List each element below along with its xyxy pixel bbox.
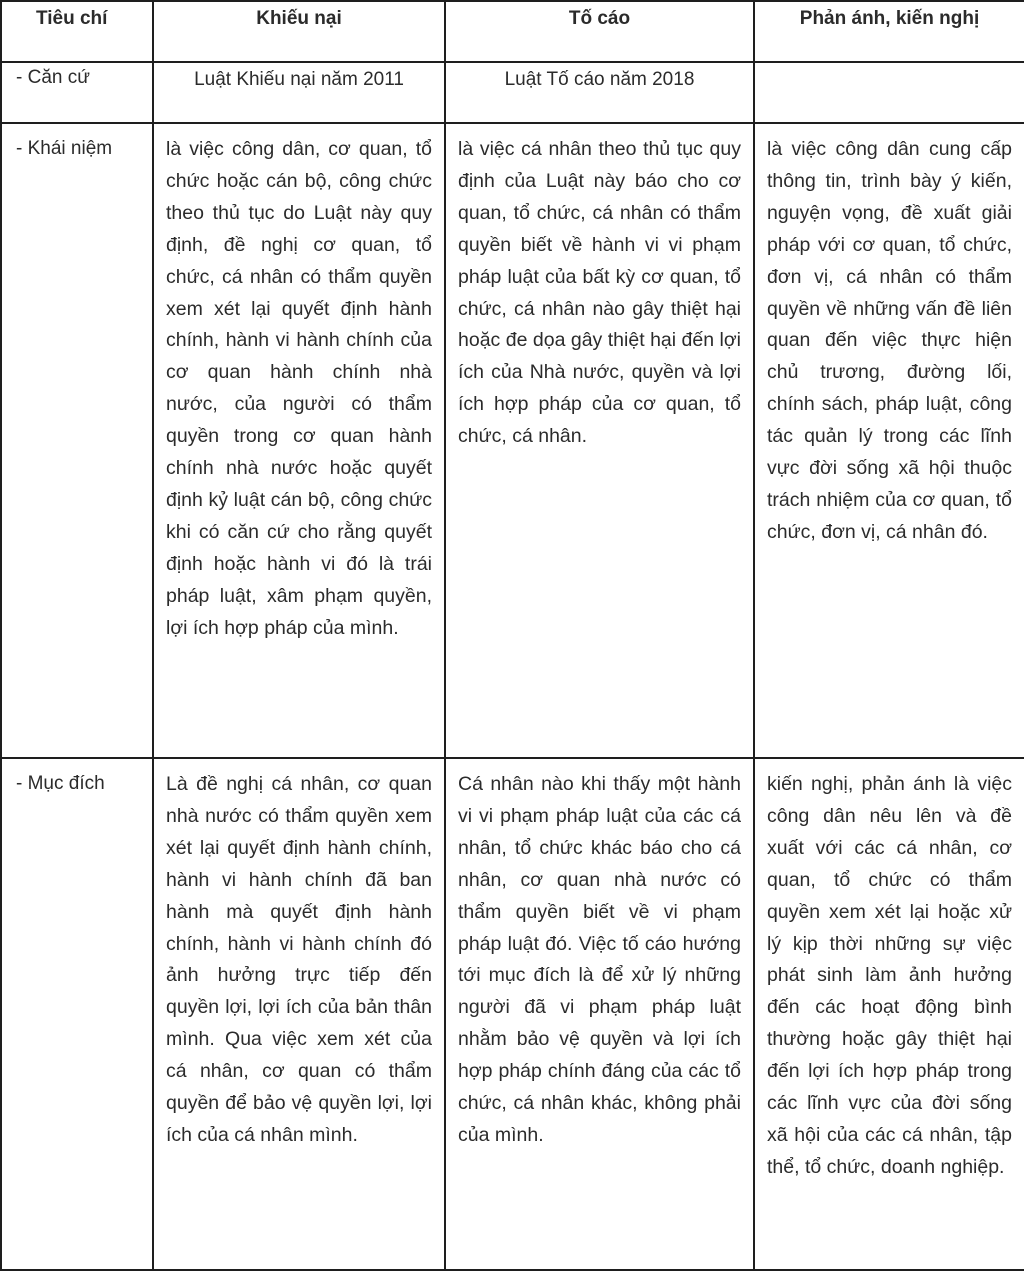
- cell-concept-petition: là việc công dân cung cấp thông tin, trình bày ý kiến, nguyện vọng, đề xuất giải pháp với cơ quan, tổ chức, đơn vị, cá nhân có thẩm quyền về những vấn đề liên quan đến việc thực hiện chủ trương, đường lối, chính sách, pháp luật, công tác quản lý trong các lĩnh vực đời sống xã hội thuộc trách nhiệm của cơ quan, tổ chức, đơn vị, cá nhân đó.: [754, 123, 1024, 758]
- criterion-purpose: - Mục đích: [1, 758, 153, 1270]
- cell-concept-complaint: là việc công dân, cơ quan, tổ chức hoặc cán bộ, công chức theo thủ tục do Luật này quy định, đề nghị cơ quan, tổ chức, cá nhân có thẩm quyền xem xét lại quyết định hành chính, hành vi hành chính của cơ quan hành chính nhà nước, của người có thẩm quyền trong cơ quan hành chính nhà nước hoặc quyết định kỷ luật cán bộ, công chức khi có căn cứ cho rằng quyết định hoặc hành vi đó là trái pháp luật, xâm phạm quyền, lợi ích hợp pháp của mình.: [153, 123, 445, 758]
- header-denunciation: Tố cáo: [445, 1, 754, 62]
- cell-base-petition: [754, 62, 1024, 123]
- table-row-concept: [1, 123, 1024, 758]
- cell-purpose-denunciation: Cá nhân nào khi thấy một hành vi vi phạm pháp luật của các cá nhân, tổ chức khác báo cho cá nhân, cơ quan nhà nước có thẩm quyền biết về vi phạm pháp luật đó. Việc tố cáo hướng tới mục đích là để xử lý những người đã vi phạm pháp luật nhằm bảo vệ quyền và lợi ích hợp pháp chính đáng của các tổ chức, cá nhân khác, không phải của mình.: [445, 758, 754, 1270]
- cell-purpose-complaint: Là đề nghị cá nhân, cơ quan nhà nước có thẩm quyền xem xét lại quyết định hành chính, hành vi hành chính đã ban hành mà quyết định hành chính, hành vi hành chính đó ảnh hưởng trực tiếp đến quyền lợi, lợi ích của bản thân mình. Qua việc xem xét của cá nhân, cơ quan có thẩm quyền để bảo vệ quyền lợi, lợi ích của cá nhân mình.: [153, 758, 445, 1270]
- cell-purpose-petition: kiến nghị, phản ánh là việc công dân nêu lên và đề xuất với các cá nhân, cơ quan, tổ chức có thẩm quyền xem xét lại hoặc xử lý kịp thời những sự việc phát sinh làm ảnh hưởng đến các hoạt động bình thường hoặc gây thiệt hại đến lợi ích hợp pháp trong các lĩnh vực của đời sống xã hội của các cá nhân, tập thể, tổ chức, doanh nghiệp.: [754, 758, 1024, 1270]
- table-row-purpose: [1, 758, 1024, 1270]
- cell-base-complaint: Luật Khiếu nại năm 2011: [153, 62, 445, 123]
- header-petition: Phản ánh, kiến nghị: [754, 1, 1024, 62]
- cell-base-denunciation: Luật Tố cáo năm 2018: [445, 62, 754, 123]
- header-row: [1, 1, 1024, 62]
- header-criteria: Tiêu chí: [1, 1, 153, 62]
- cell-concept-denunciation: là việc cá nhân theo thủ tục quy định của Luật này báo cho cơ quan, tổ chức, cá nhân có thẩm quyền biết về hành vi vi phạm pháp luật của bất kỳ cơ quan, tổ chức, cá nhân nào gây thiệt hại hoặc đe dọa gây thiệt hại đến lợi ích của Nhà nước, quyền và lợi ích hợp pháp của cơ quan, tổ chức, cá nhân.: [445, 123, 754, 758]
- criterion-base: - Căn cứ: [1, 62, 153, 123]
- header-complaint: Khiếu nại: [153, 1, 445, 62]
- table-row-base: [1, 62, 1024, 123]
- criterion-concept: - Khái niệm: [1, 123, 153, 758]
